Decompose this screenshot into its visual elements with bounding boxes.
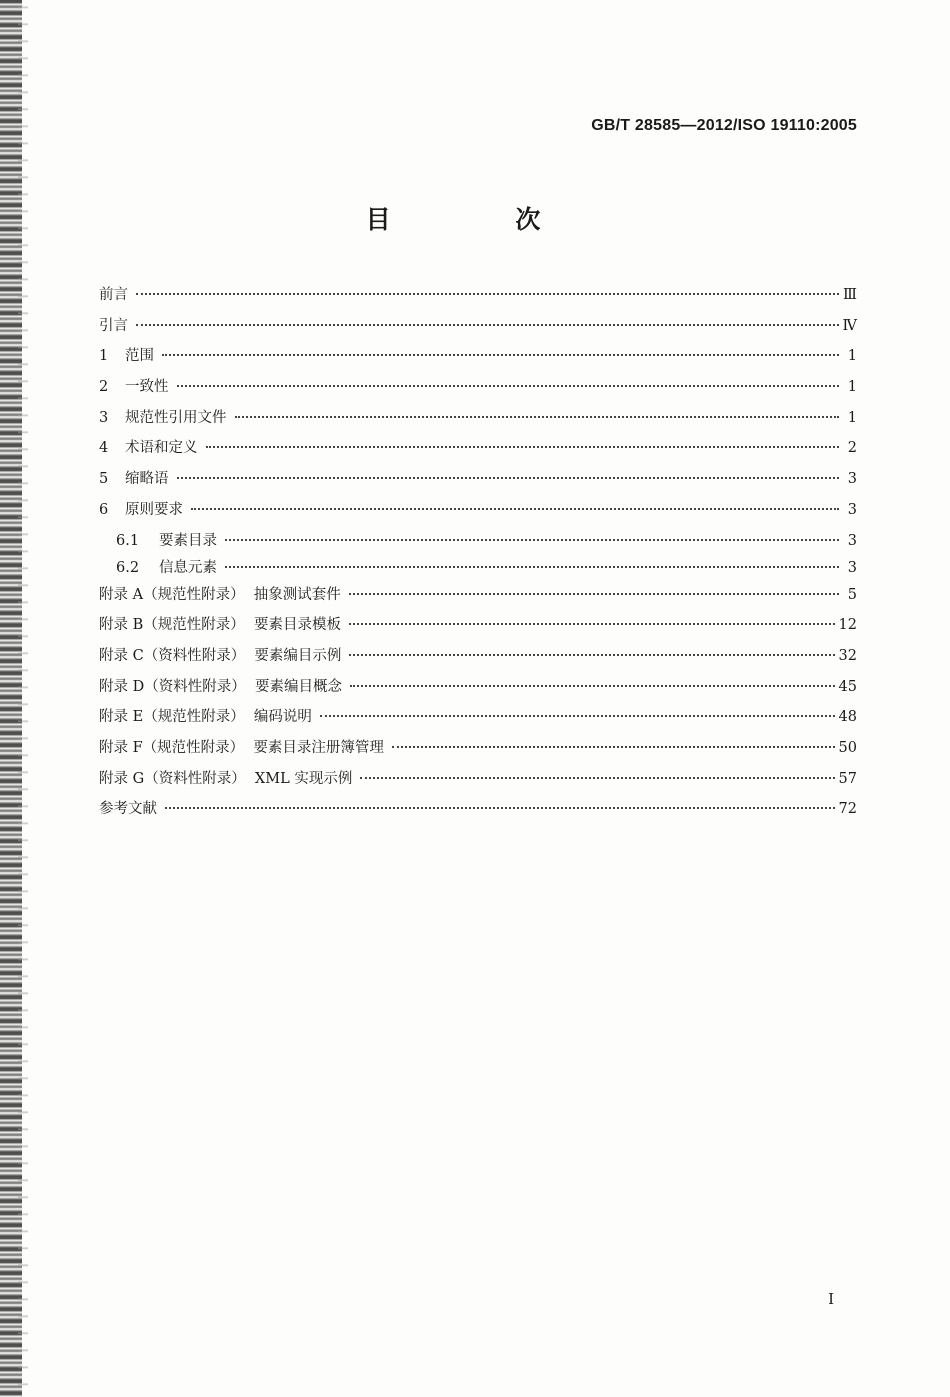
toc-entry[interactable] — [99, 375, 857, 406]
page-number: I — [828, 1290, 834, 1308]
page-title: 目 次 — [365, 205, 599, 234]
toc-entry-label: 一致性 — [125, 379, 169, 396]
toc-entry-label: 参考文献 — [99, 801, 157, 818]
toc-entry-label: 前言 — [99, 287, 128, 303]
toc-entry-page: 5 — [847, 586, 857, 603]
toc-entry-number: 1 — [99, 348, 109, 365]
toc-entry[interactable] — [99, 736, 857, 767]
toc-entry[interactable] — [99, 705, 857, 736]
toc-leader-dots — [360, 777, 834, 779]
toc-entry-page: 1 — [847, 379, 857, 396]
toc-entry-page: 1 — [847, 409, 857, 426]
toc-entry-number: 6.2 — [116, 559, 140, 576]
toc-entry-page: 32 — [838, 647, 857, 664]
toc-entry-label: 附录 G（资料性附录） XML 实现示例 — [99, 770, 353, 787]
toc-entry[interactable] — [99, 283, 857, 314]
toc-entry-label: 附录 F（规范性附录） 要素目录注册簿管理 — [99, 739, 384, 756]
toc-leader-dots — [320, 715, 835, 717]
toc-leader-dots — [162, 354, 839, 356]
toc-entry-page: 45 — [838, 678, 857, 695]
toc-entry[interactable] — [99, 556, 857, 583]
toc-entry-number: 3 — [99, 409, 109, 426]
toc-entry[interactable] — [99, 613, 857, 644]
toc-entry-page: 50 — [838, 739, 857, 756]
toc-leader-dots — [177, 477, 840, 479]
toc-leader-dots — [392, 746, 835, 748]
toc-leader-dots — [349, 623, 835, 625]
toc-entry-page: 48 — [838, 709, 857, 726]
toc-entry-page: 3 — [847, 559, 857, 576]
toc-entry-label: 要素目录 — [159, 532, 217, 549]
toc-entry[interactable] — [99, 529, 857, 556]
toc-entry-page: 3 — [847, 532, 857, 549]
toc-entry-number: 2 — [99, 379, 109, 396]
toc-entry[interactable] — [99, 583, 857, 614]
toc-entry-number: 4 — [99, 440, 109, 457]
toc-entry-page: 3 — [847, 471, 857, 488]
toc-entry-label: 附录 B（规范性附录） 要素目录模板 — [99, 617, 341, 634]
toc-entry-page: 57 — [838, 770, 857, 787]
toc-leader-dots — [349, 593, 839, 595]
toc-entry-page: 3 — [847, 501, 857, 518]
toc-leader-dots — [136, 324, 839, 326]
toc-entry-page: 12 — [838, 617, 857, 634]
toc-entry[interactable] — [99, 467, 857, 498]
toc-entry-page: 1 — [847, 348, 857, 365]
toc-entry-page: Ⅲ — [843, 287, 857, 303]
toc-leader-dots — [235, 416, 840, 418]
toc-entry-page: 72 — [838, 801, 857, 818]
toc-entry-page: Ⅳ — [842, 317, 857, 334]
toc-entry-label: 原则要求 — [125, 501, 183, 518]
toc-entry[interactable] — [99, 436, 857, 467]
toc-entry-label: 信息元素 — [159, 559, 217, 576]
toc-leader-dots — [225, 539, 839, 541]
toc-entry[interactable] — [99, 498, 857, 529]
toc-leader-dots — [136, 293, 839, 295]
toc-leader-dots — [191, 508, 839, 510]
toc-entry-label: 附录 D（资料性附录） 要素编目概念 — [99, 678, 342, 695]
toc-entry[interactable] — [99, 344, 857, 375]
toc-entry-label: 引言 — [99, 317, 128, 334]
toc-entry[interactable] — [99, 314, 857, 345]
toc-entry-label: 缩略语 — [125, 471, 169, 488]
toc-entry-number: 5 — [99, 471, 109, 488]
toc-entry[interactable] — [99, 675, 857, 706]
toc-leader-dots — [177, 385, 840, 387]
toc-entry-label: 术语和定义 — [125, 440, 198, 457]
toc-entry-label: 规范性引用文件 — [125, 409, 227, 426]
table-of-contents — [99, 283, 857, 828]
toc-entry-page: 2 — [847, 440, 857, 457]
toc-leader-dots — [165, 807, 835, 809]
toc-entry[interactable] — [99, 767, 857, 798]
toc-entry[interactable] — [99, 644, 857, 675]
standard-code-header: GB/T 28585—2012/ISO 19110:2005 — [591, 117, 857, 134]
toc-entry[interactable] — [99, 797, 857, 828]
toc-entry-label: 附录 E（规范性附录） 编码说明 — [99, 709, 312, 726]
toc-entry-number: 6 — [99, 501, 109, 518]
toc-leader-dots — [350, 685, 835, 687]
toc-leader-dots — [225, 566, 839, 568]
toc-entry-label: 范围 — [125, 348, 154, 365]
toc-entry-number: 6.1 — [116, 532, 140, 549]
toc-entry-label: 附录 C（资料性附录） 要素编目示例 — [99, 647, 342, 664]
toc-leader-dots — [349, 654, 834, 656]
toc-entry-label: 附录 A（规范性附录） 抽象测试套件 — [99, 586, 341, 603]
toc-leader-dots — [206, 446, 840, 448]
toc-entry[interactable] — [99, 406, 857, 437]
